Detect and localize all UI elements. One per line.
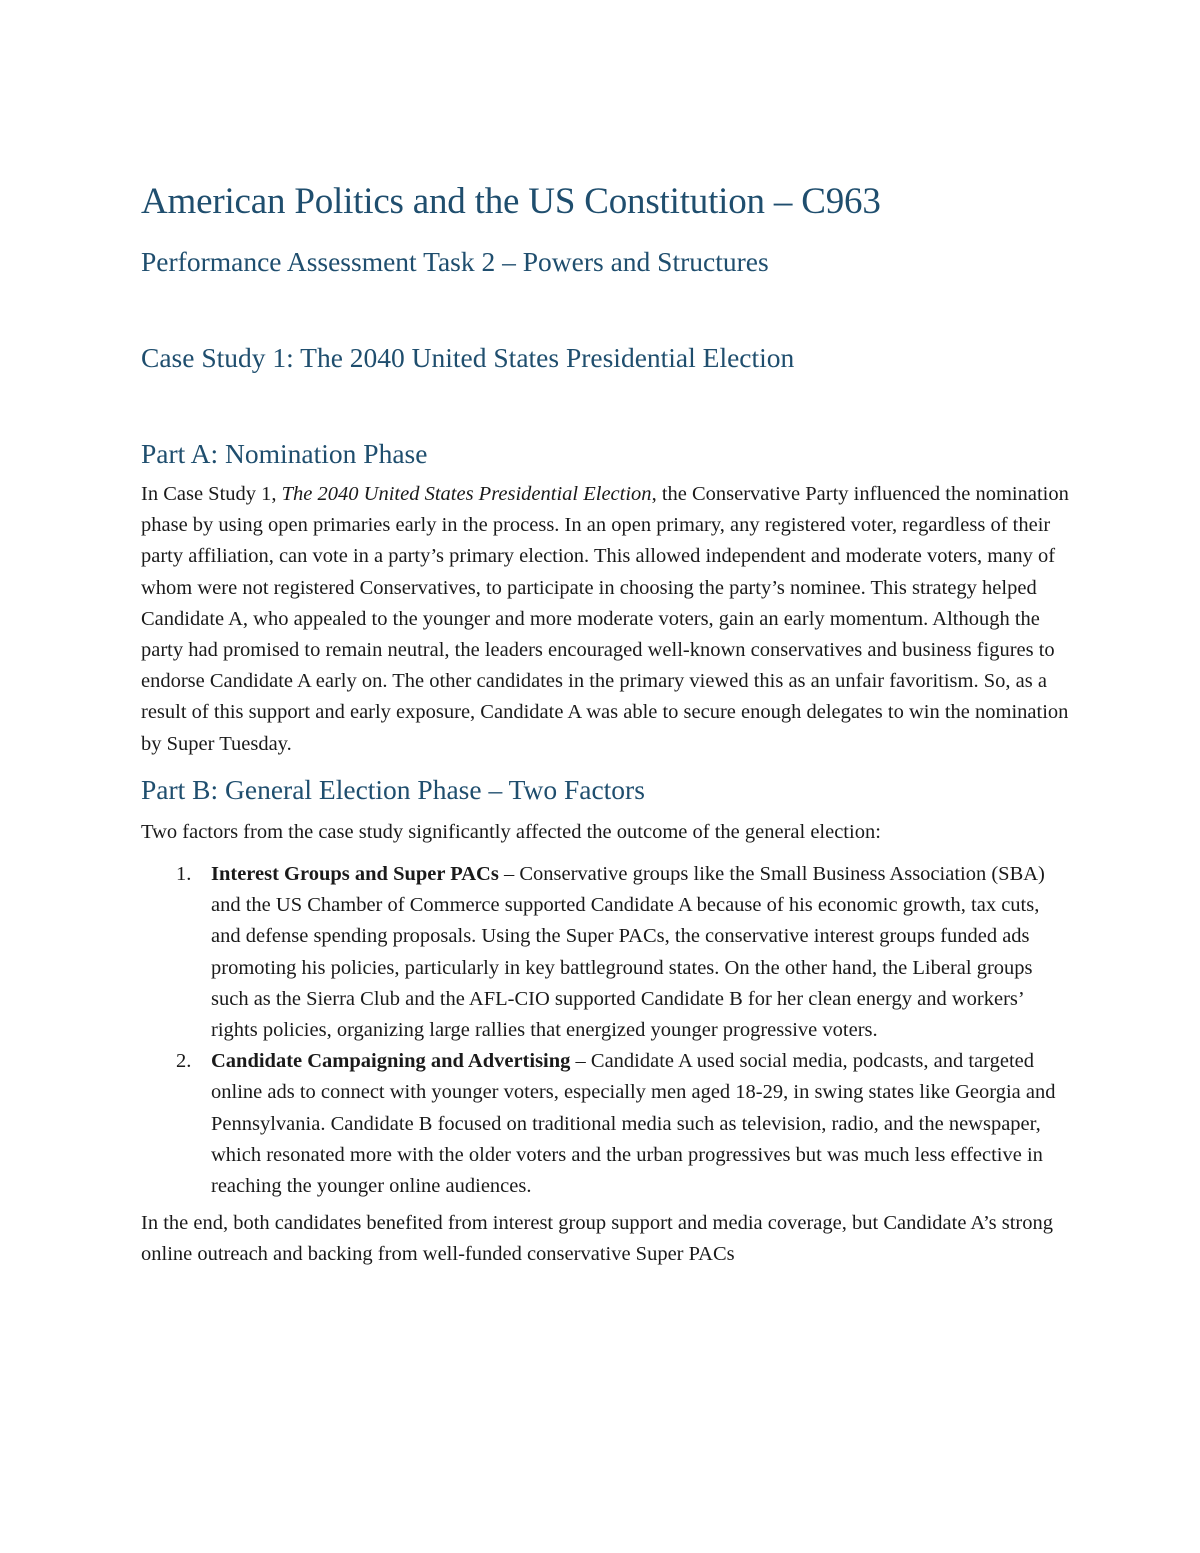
factor-label: Candidate Campaigning and Advertising bbox=[211, 1050, 571, 1073]
document-subtitle: Performance Assessment Task 2 – Powers and Structures bbox=[141, 246, 769, 277]
list-item bbox=[141, 859, 1071, 1046]
part-a-heading: Part A: Nomination Phase bbox=[141, 438, 428, 469]
part-a-intro: In Case Study 1, bbox=[141, 483, 282, 505]
factor-text: – Candidate A used social media, podcasts, and targeted online ads to connect with younger voters, especially men aged 18-29, in swing states like Georgia and Pennsylvania. Candidate B focused on traditional media such as television, radio, and the newspaper, which resonated more with the older voters and the urban progressives but was much less effective in reaching the younger online audiences. bbox=[211, 1050, 1056, 1198]
document-title: American Politics and the US Constitution – C963 bbox=[141, 181, 881, 222]
factors-list bbox=[141, 859, 1071, 1202]
list-item-number: 2. bbox=[176, 1050, 192, 1073]
list-item-number: 1. bbox=[176, 863, 192, 886]
case-study-italic-title: The 2040 United States Presidential Election bbox=[281, 483, 652, 505]
case-study-heading: Case Study 1: The 2040 United States Presidential Election bbox=[141, 342, 795, 373]
part-a-body: , the Conservative Party influenced the nomination phase by using open primaries early in the process. In an open primary, any registered voter, regardless of their party affiliation, can vote in a party’s primary election. This allowed independent and moderate voters, many of whom were not registered Conservatives, to participate in choosing the party’s nominee. This strategy helped Candidate A, who appealed to the younger and more moderate voters, gain an early momentum. Although the party had promised to remain neutral, the leaders encouraged well-known conservatives and business figures to endorse Candidate A early on. The other candidates in the primary viewed this as an unfair favoritism. So, as a result of this support and early exposure, Candidate A was able to secure enough delegates to win the nomination by Super Tuesday. bbox=[141, 483, 1069, 755]
part-a-paragraph bbox=[141, 479, 1071, 760]
conclusion-paragraph: In the end, both candidates benefited from interest group support and media coverage, but Candidate A’s strong online outreach and backing from well-funded conservative Super PACs bbox=[141, 1212, 1053, 1266]
factor-text: – Conservative groups like the Small Business Association (SBA) and the US Chamber of Commerce supported Candidate A because of his economic growth, tax cuts, and defense spending proposals. Using the Super PACs, the conservative interest groups funded ads promoting his policies, particularly in key battleground states. On the other hand, the Liberal groups such as the Sierra Club and the AFL-CIO supported Candidate B for her clean energy and workers’ rights policies, organizing large rallies that energized younger progressive voters. bbox=[211, 863, 1045, 1042]
part-b-heading: Part B: General Election Phase – Two Factors bbox=[141, 773, 645, 805]
document-page bbox=[141, 178, 1071, 1271]
part-b-intro: Two factors from the case study significantly affected the outcome of the general election: bbox=[141, 820, 881, 843]
list-item bbox=[141, 1046, 1071, 1202]
factor-label: Interest Groups and Super PACs bbox=[211, 863, 499, 886]
